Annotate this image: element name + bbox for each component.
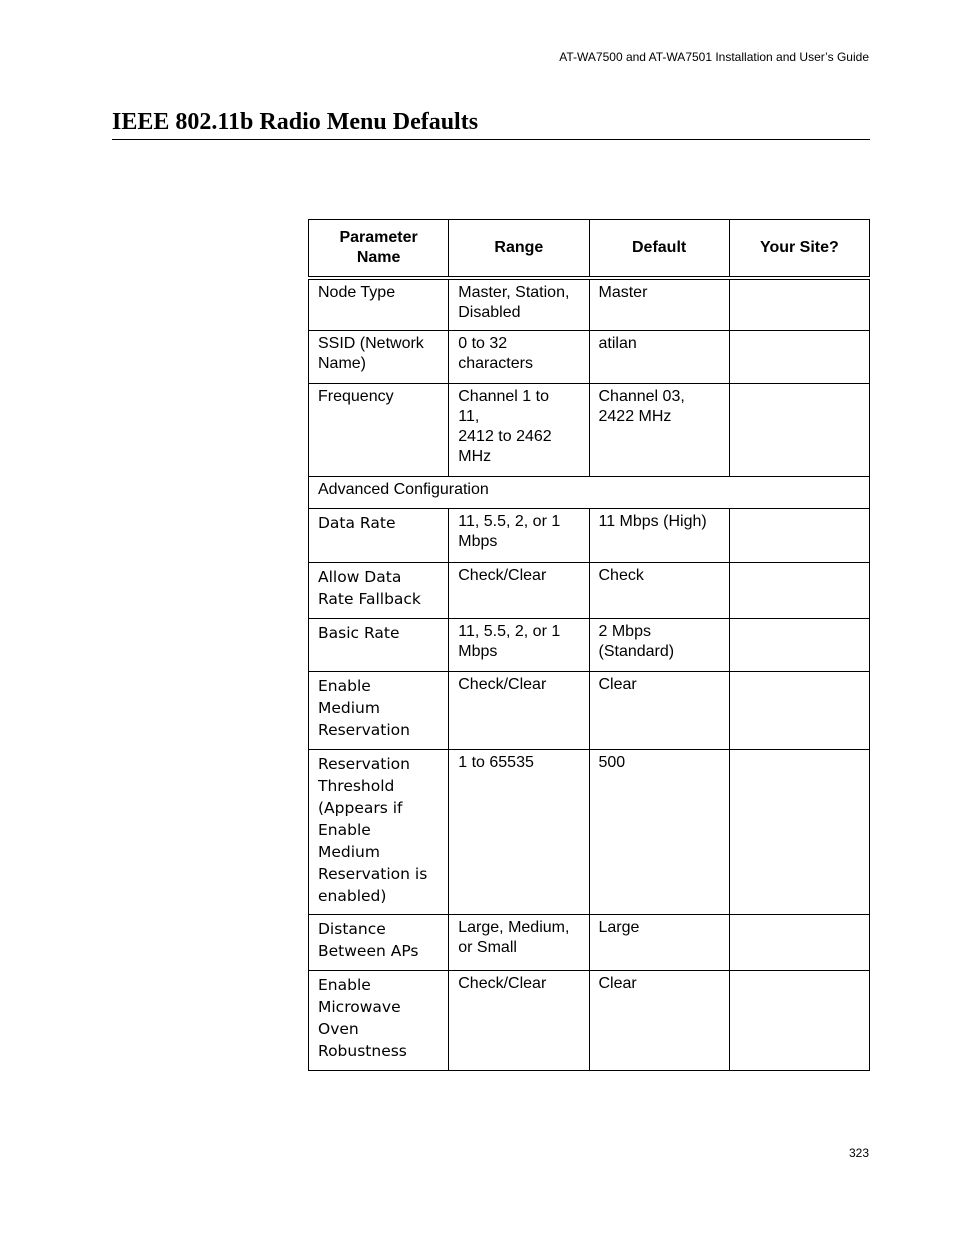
table-row (309, 562, 870, 618)
defaults-table (308, 219, 870, 1071)
param-name-cell: Allow Data Rate Fallback (309, 562, 449, 618)
your-site-cell (729, 562, 869, 618)
table-row (309, 508, 870, 562)
your-site-cell (729, 749, 869, 914)
your-site-cell (729, 278, 869, 330)
running-header: AT-WA7500 and AT-WA7501 Installation and User’s Guide (559, 50, 869, 64)
range-cell: Channel 1 to 11, 2412 to 2462 MHz (449, 383, 589, 476)
param-name-cell: Frequency (309, 383, 449, 476)
table-section-row (309, 476, 870, 508)
your-site-cell (729, 330, 869, 383)
range-cell: Check/Clear (449, 671, 589, 749)
column-header-default: Default (589, 220, 729, 279)
param-name-cell: Basic Rate (309, 618, 449, 671)
range-cell: Check/Clear (449, 562, 589, 618)
range-cell: 1 to 65535 (449, 749, 589, 914)
range-cell: 11, 5.5, 2, or 1 Mbps (449, 618, 589, 671)
default-cell: Channel 03, 2422 MHz (589, 383, 729, 476)
your-site-cell (729, 618, 869, 671)
page-number: 323 (848, 1146, 869, 1160)
param-name-cell: Reservation Threshold (Appears if Enable Medium Reservation is enabled) (309, 749, 449, 914)
section-title: IEEE 802.11b Radio Menu Defaults (112, 109, 479, 135)
default-cell: Clear (589, 671, 729, 749)
default-cell: 2 Mbps (Standard) (589, 618, 729, 671)
range-cell: 0 to 32 characters (449, 330, 589, 383)
column-header-parameter-name: Parameter Name (309, 220, 449, 279)
table-row (309, 671, 870, 749)
range-cell: Check/Clear (449, 970, 589, 1070)
column-header-your-site: Your Site? (729, 220, 869, 279)
your-site-cell (729, 970, 869, 1070)
default-cell: Clear (589, 970, 729, 1070)
table-row (309, 749, 870, 914)
table-row (309, 618, 870, 671)
table-row (309, 383, 870, 476)
table-header-row (309, 220, 870, 279)
param-name-cell: Data Rate (309, 508, 449, 562)
default-cell: atilan (589, 330, 729, 383)
table-row (309, 330, 870, 383)
default-cell: Master (589, 278, 729, 330)
your-site-cell (729, 508, 869, 562)
title-rule (112, 139, 870, 140)
default-cell: 11 Mbps (High) (589, 508, 729, 562)
range-cell: 11, 5.5, 2, or 1 Mbps (449, 508, 589, 562)
range-cell: Large, Medium, or Small (449, 914, 589, 970)
table-row (309, 970, 870, 1070)
your-site-cell (729, 914, 869, 970)
param-name-cell: Node Type (309, 278, 449, 330)
advanced-configuration-label: Advanced Configuration (309, 476, 870, 508)
your-site-cell (729, 671, 869, 749)
default-cell: 500 (589, 749, 729, 914)
param-name-cell: SSID (Network Name) (309, 330, 449, 383)
range-cell: Master, Station, Disabled (449, 278, 589, 330)
param-name-cell: Distance Between APs (309, 914, 449, 970)
param-name-cell: Enable Microwave Oven Robustness (309, 970, 449, 1070)
default-cell: Large (589, 914, 729, 970)
default-cell: Check (589, 562, 729, 618)
table-row (309, 914, 870, 970)
table-row (309, 278, 870, 330)
column-header-range: Range (449, 220, 589, 279)
your-site-cell (729, 383, 869, 476)
param-name-cell: Enable Medium Reservation (309, 671, 449, 749)
